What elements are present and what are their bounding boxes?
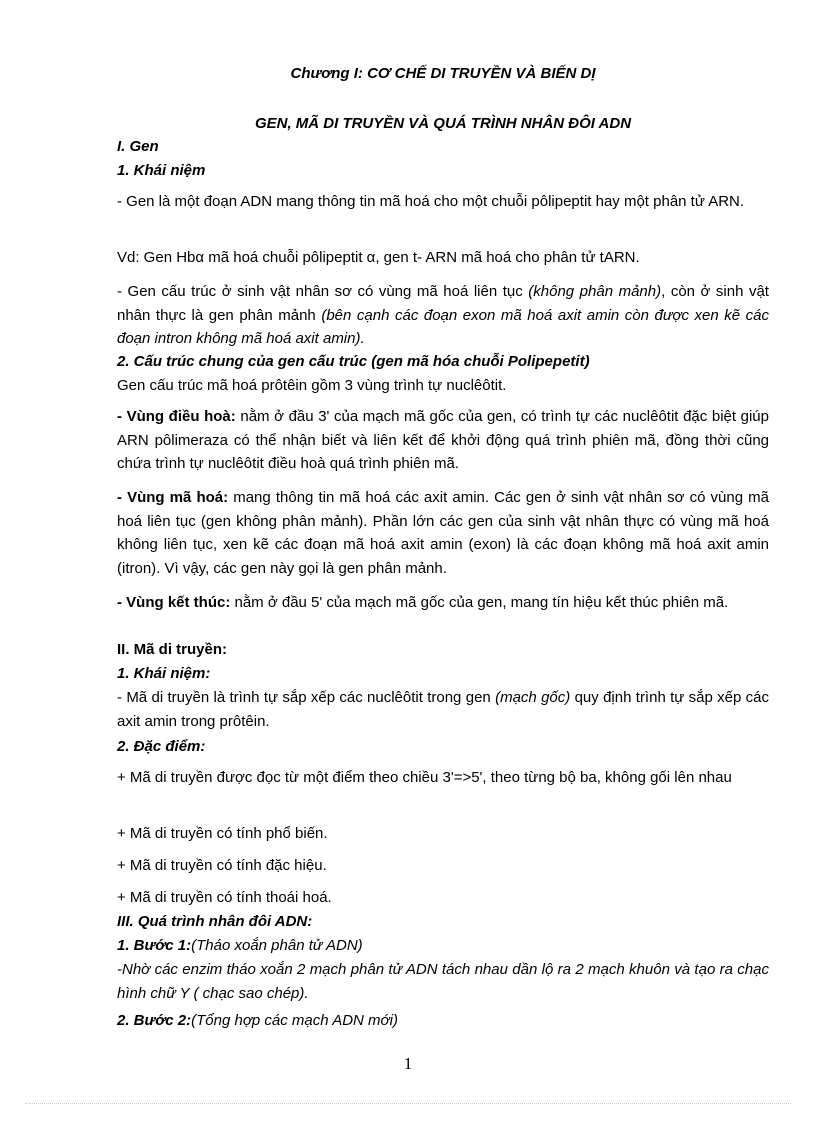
feature-item-reading: + Mã di truyền được đọc từ một điểm theo chiều 3'=>5', theo từng bộ ba, không gối lên nhau [117, 769, 732, 786]
chapter-title: Chương I: CƠ CHẾ DI TRUYỀN VÀ BIẾN DỊ [290, 65, 596, 82]
step-1-text: -Nhờ các enzim tháo xoắn 2 mạch phân tử ADN tách nhau dần lộ ra 2 mạch khuôn và tạo ra chạc hình chữ Y ( chạc sao chép). [117, 961, 769, 1002]
section-heading-gen: I. Gen [117, 138, 159, 155]
step-2-heading: 2. Bước 2:(Tổng hợp các mạch ADN mới) [117, 1012, 398, 1029]
feature-item-degenerate: + Mã di truyền có tính thoái hoá. [117, 889, 332, 906]
subheading-khai-niem: 1. Khái niệm [117, 162, 206, 179]
paragraph-gen-example: Vd: Gen Hbα mã hoá chuỗi pôlipeptit α, gen t- ARN mã hoá cho phân tử tARN. [117, 249, 640, 266]
feature-item-universal: + Mã di truyền có tính phổ biến. [117, 825, 328, 842]
paragraph-regulatory-region: - Vùng điều hoà: nằm ở đầu 3' của mạch mã gốc của gen, có trình tự các nuclêôtit đặc biệt giúp ARN pôlimeraza có thể nhận biết và liên kết để khởi động quá trình phiên mã, đồng thời cũng chứa trình tự nuclêôtit điều hoà quá trình phiên mã. [117, 408, 769, 472]
subheading-code-concept: 1. Khái niệm: [117, 665, 211, 682]
paragraph-gen-definition: - Gen là một đoạn ADN mang thông tin mã hoá cho một chuỗi pôlipeptit hay một phân tử ARN. [117, 193, 745, 210]
section-heading-genetic-code: II. Mã di truyền: [117, 641, 228, 658]
paragraph-gen-structure-types: - Gen cấu trúc ở sinh vật nhân sơ có vùng mã hoá liên tục (không phân mảnh), còn ở sinh vật nhân thực là gen phân mảnh (bên cạnh các đoạn exon mã hoá axit amin còn được xen kẽ các đoạn intron không mã hoá axit amin). [117, 283, 769, 347]
step-1-heading: 1. Bước 1:(Tháo xoắn phân tử ADN) [117, 937, 363, 954]
paragraph-termination-region: - Vùng kết thúc: nằm ở đầu 5' của mạch mã gốc của gen, mang tín hiệu kết thúc phiên mã. [117, 594, 729, 611]
subheading-code-features: 2. Đặc điểm: [117, 738, 206, 755]
subheading-cau-truc: 2. Cấu trúc chung của gen cấu trúc (gen mã hóa chuỗi Polipepetit) [117, 353, 590, 370]
feature-item-specific: + Mã di truyền có tính đặc hiệu. [117, 857, 327, 874]
paragraph-coding-region: - Vùng mã hoá: mang thông tin mã hoá các axit amin. Các gen ở sinh vật nhân sơ có vùng mã hoá liên tục (gen không phân mảnh). Phần lớn các gen của sinh vật nhân thực có vùng mã hoá không liên tục, xen kẽ các đoạn mã hoá axit amin (exon) là các đoạn không mã hoá axit amin (itron). Vì vậy, các gen này gọi là gen phân mảnh. [117, 489, 769, 577]
lesson-title: GEN, MÃ DI TRUYỀN VÀ QUÁ TRÌNH NHÂN ĐÔI ADN [254, 115, 632, 132]
paragraph-three-regions: Gen cấu trúc mã hoá prôtêin gồm 3 vùng trình tự nuclêôtit. [117, 377, 507, 394]
section-heading-replication: III. Quá trình nhân đôi ADN: [117, 913, 313, 930]
page-bottom-divider [25, 1103, 791, 1104]
page-number: 1 [403, 1054, 413, 1073]
paragraph-code-definition: - Mã di truyền là trình tự sắp xếp các nuclêôtit trong gen (mạch gốc) quy định trình tự sắp xếp các axit amin trong prôtêin. [117, 689, 769, 730]
